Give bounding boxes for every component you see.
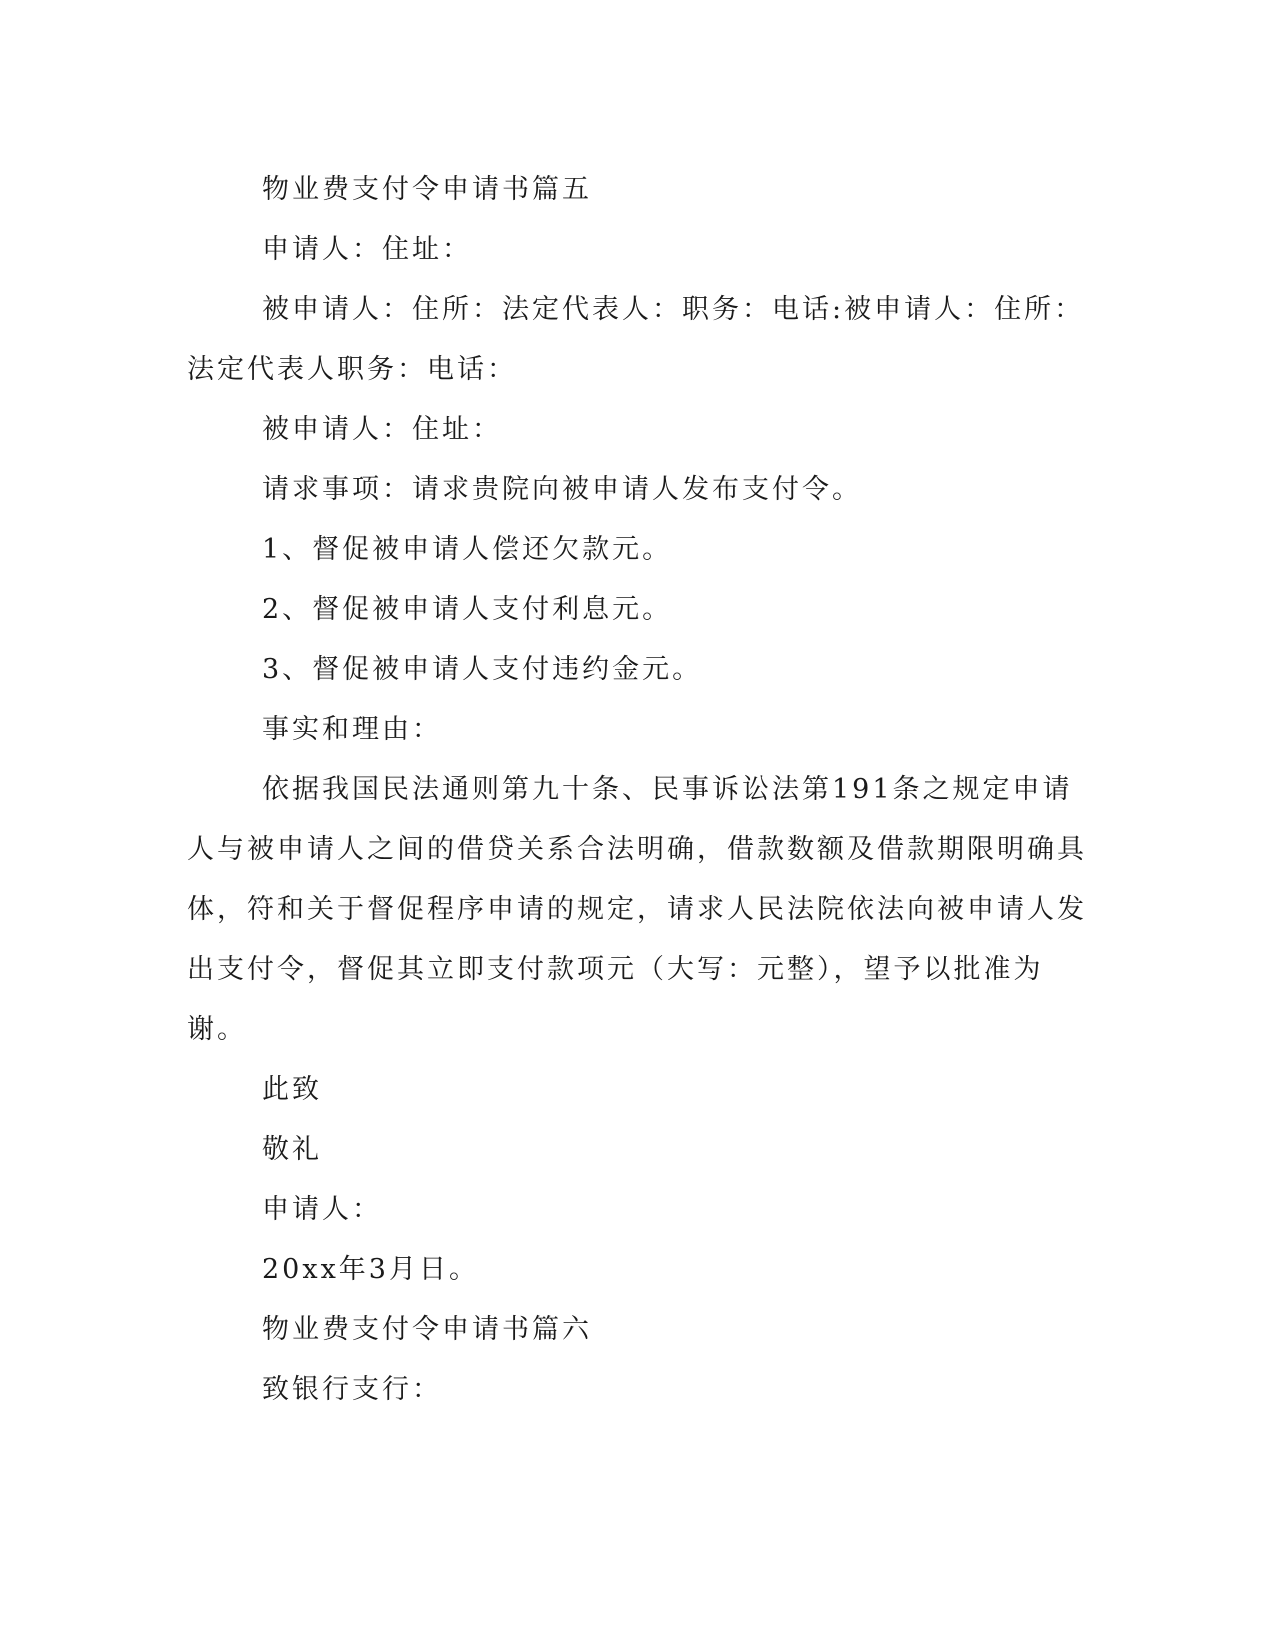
facts-body: 依据我国民法通则第九十条、民事诉讼法第191条之规定申请人与被申请人之间的借贷关系合法明确，借款数额及借款期限明确具体，符和关于督促程序申请的规定，请求人民法院依法向被申请人发出支付令，督促其立即支付款项元（大写：元整），望予以批准为谢。 — [187, 774, 1087, 1045]
closing-salutation: 此致 — [262, 1074, 322, 1105]
facts-heading: 事实和理由： — [262, 714, 442, 745]
closing-regards: 敬礼 — [262, 1134, 322, 1165]
respondent-details: 被申请人：住所：法定代表人：职务：电话:被申请人：住所：法定代表人职务：电话： — [187, 294, 1085, 385]
request-item-3: 3、督促被申请人支付违约金元。 — [262, 654, 703, 685]
request-item-1: 1、督促被申请人偿还欠款元。 — [262, 534, 673, 565]
request-item-2: 2、督促被申请人支付利息元。 — [262, 594, 673, 625]
section-title-5: 物业费支付令申请书篇五 — [262, 174, 592, 205]
document-body — [187, 160, 1087, 1420]
section-title-6: 物业费支付令申请书篇六 — [262, 1314, 592, 1345]
bank-addressee: 致银行支行： — [262, 1374, 442, 1405]
signature-applicant: 申请人： — [262, 1194, 382, 1225]
request-items: 请求事项：请求贵院向被申请人发布支付令。 — [262, 474, 862, 505]
respondent-address: 被申请人：住址： — [262, 414, 502, 445]
applicant-line: 申请人：住址： — [262, 234, 472, 265]
signature-date: 20xx年3月日。 — [262, 1254, 479, 1285]
